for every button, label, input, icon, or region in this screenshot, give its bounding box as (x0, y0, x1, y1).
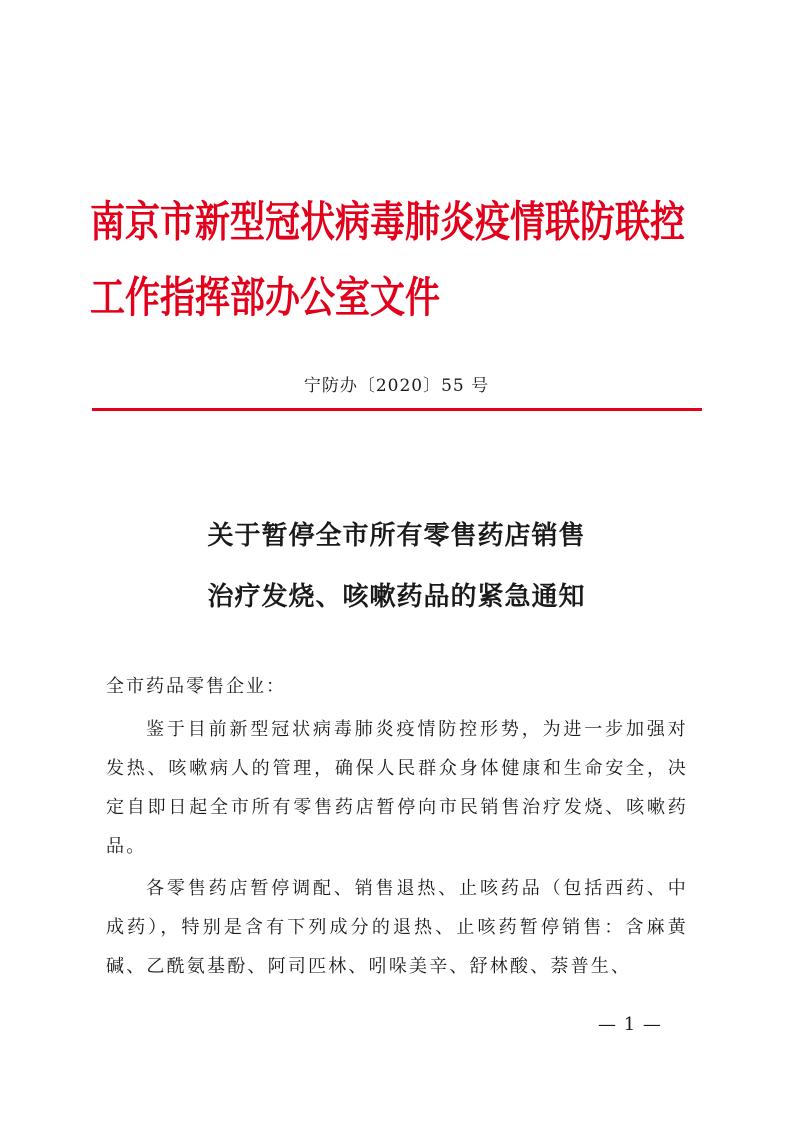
document-number: 宁防办〔2020〕55 号 (303, 376, 490, 396)
salutation: 全市药品零售企业： (106, 676, 286, 697)
body-paragraph: 鉴于目前新型冠状病毒肺炎疫情防控形势，为进一步加强对发热、咳嗽病人的管理，确保人民群众身体健康和生命安全，决定自即日起全市所有零售药店暂停向市民销售治疗发烧、咳嗽药品。 (106, 719, 688, 857)
body-paragraph: 各零售药店暂停调配、销售退热、止咳药品（包括西药、中成药），特别是含有下列成分的退热、止咳药暂停销售：含麻黄碱、乙酰氨基酚、阿司匹林、吲哚美辛、舒林酸、萘普生、 (106, 878, 688, 977)
notice-title-line-2: 治疗发烧、咳嗽药品的紧急通知 (207, 582, 586, 612)
masthead-title (90, 198, 703, 324)
red-divider-rule (92, 408, 702, 411)
notice-title-line-1: 关于暂停全市所有零售药店销售 (207, 521, 586, 551)
page-number: — 1 — (598, 1014, 662, 1035)
masthead-text: 南京市新型冠状病毒肺炎疫情联防联控工作指挥部办公室文件 (90, 198, 686, 324)
